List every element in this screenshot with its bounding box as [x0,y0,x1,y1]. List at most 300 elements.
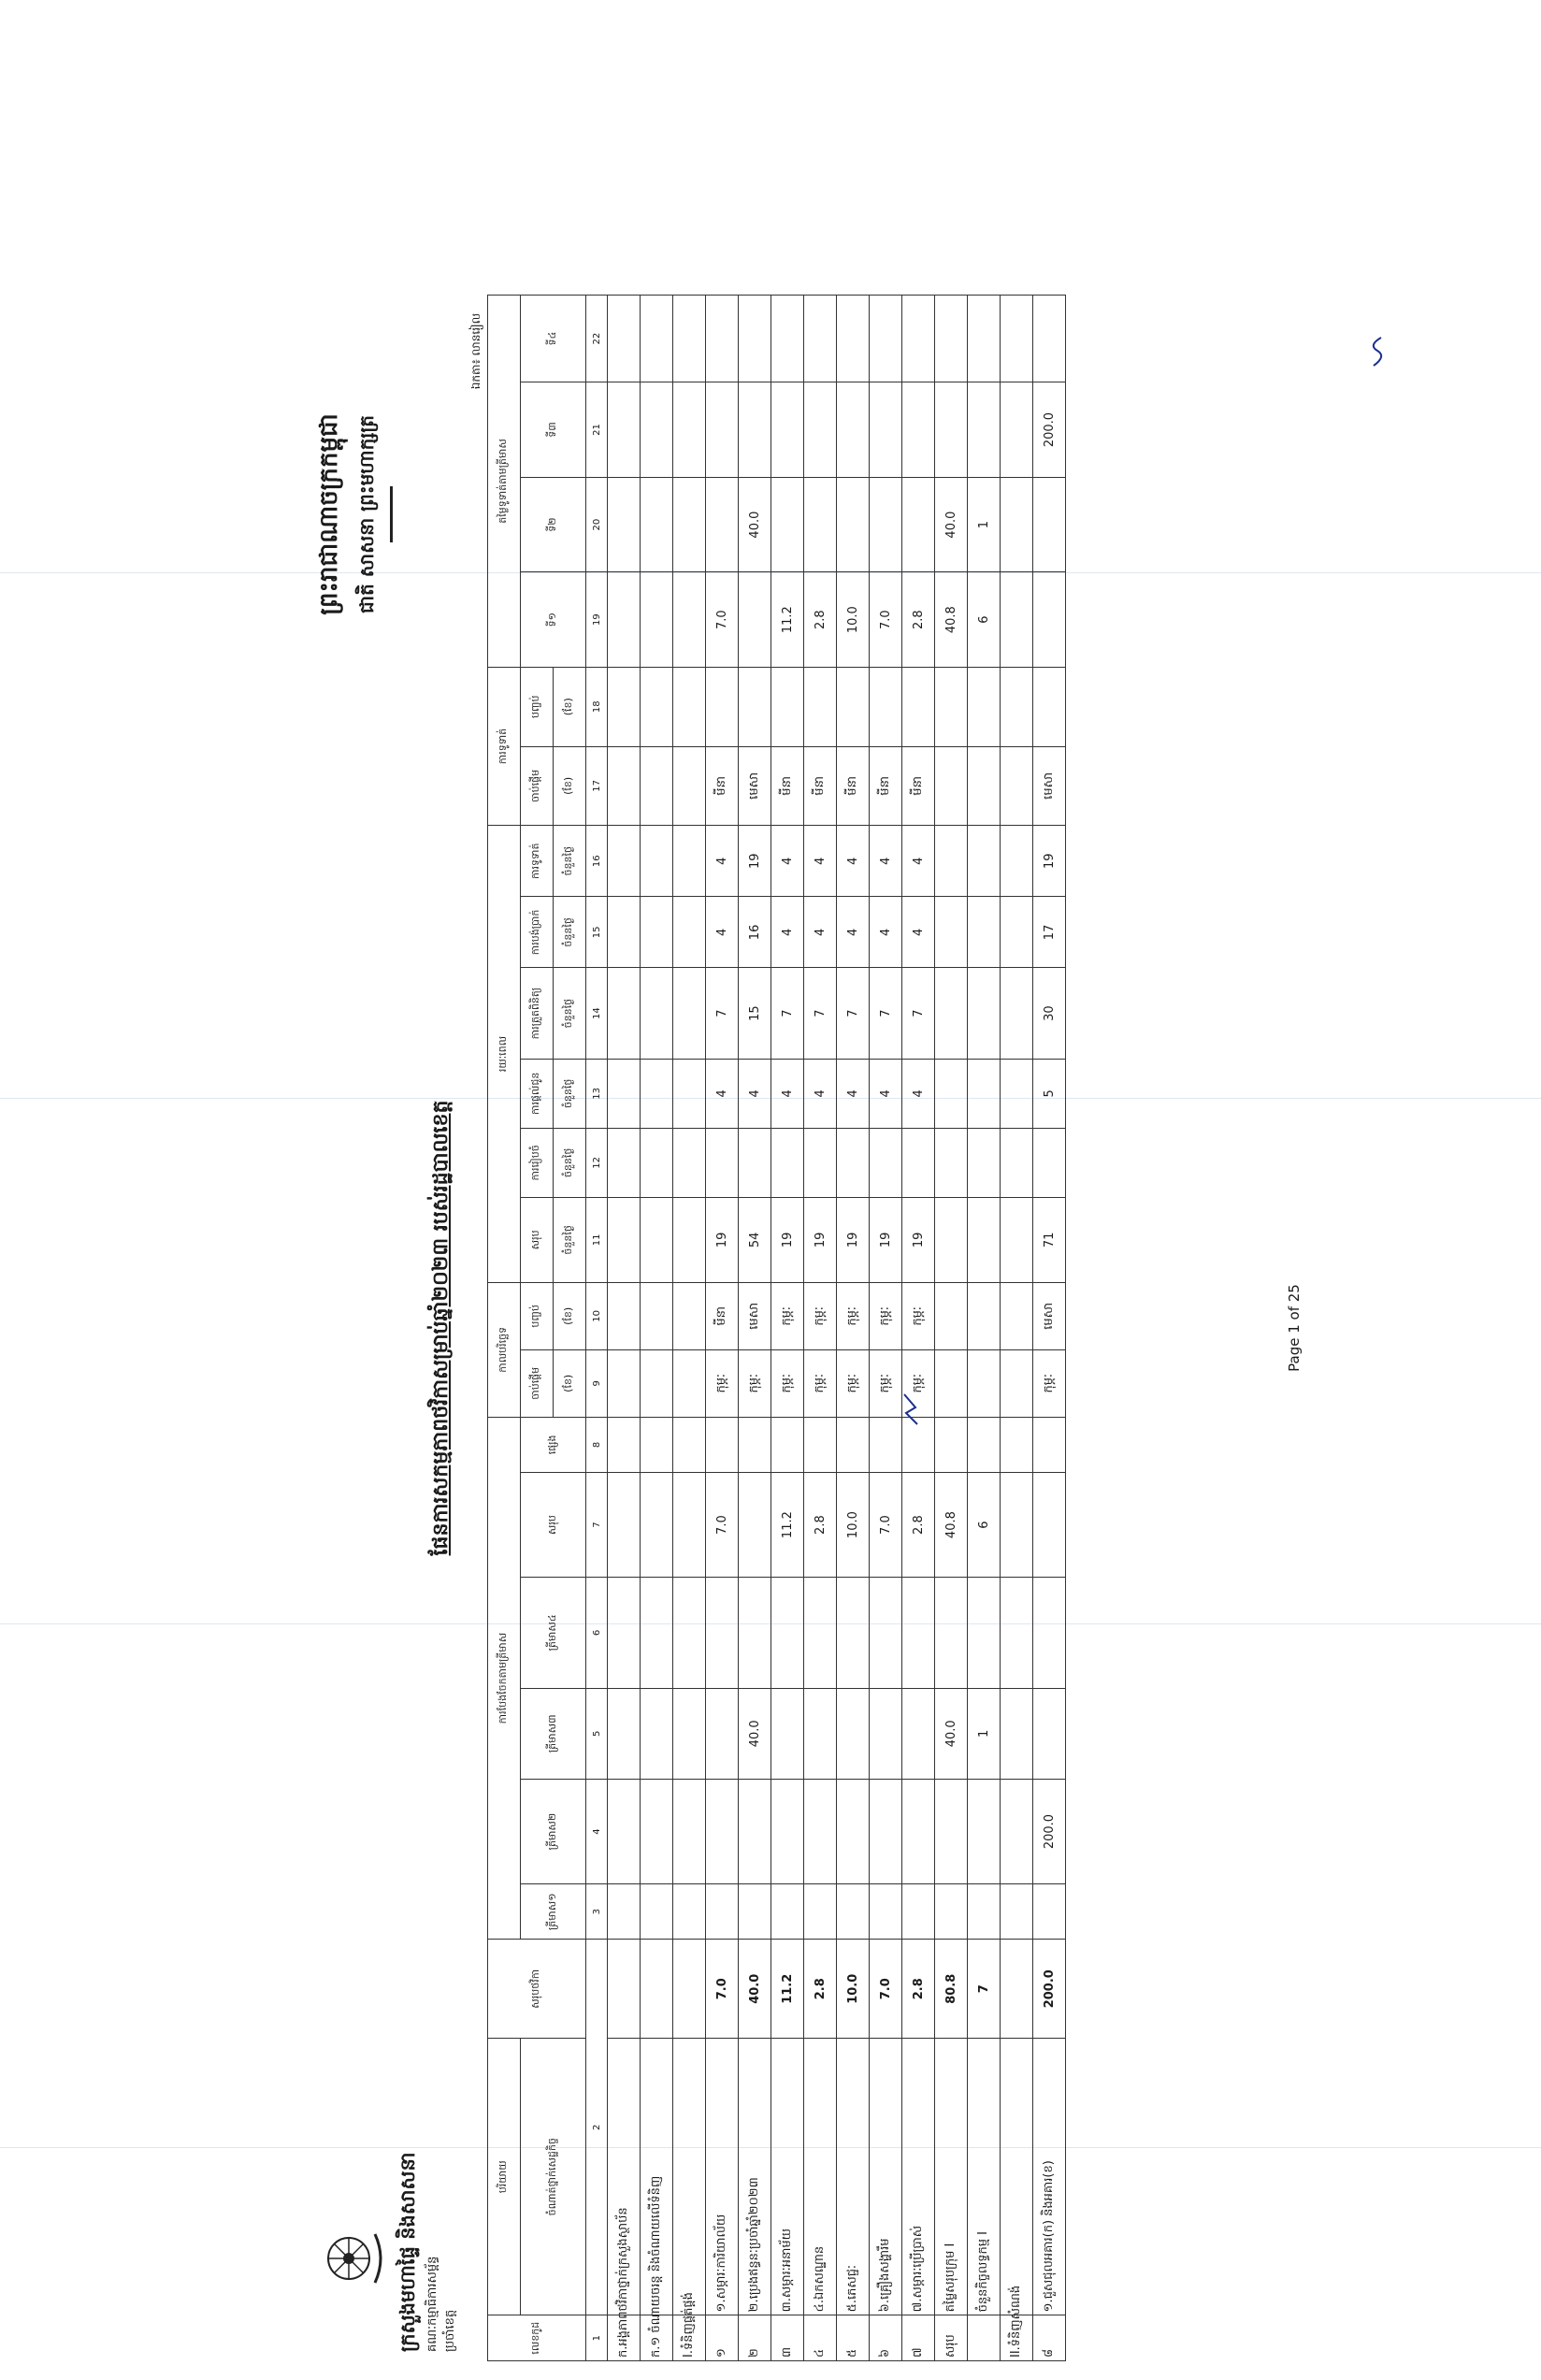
row-q6 [608,1417,641,1472]
row-total: 10.0 [837,1940,870,2039]
row-dur-c: 7 [804,968,837,1059]
row-end: មីនា [706,1282,739,1349]
row-p1: 7.0 [706,572,739,668]
row-dur-total: 71 [1033,1197,1066,1282]
row-description: ៥.ភេសជ្ជៈ [837,2039,870,2315]
col-p2: ទី២ [521,477,586,572]
row-pay-end [968,667,1001,746]
table-row [641,296,673,2361]
column-index: 10 [586,1282,608,1349]
row-q6 [968,1417,1001,1472]
row-dur-a [870,1128,902,1197]
col-q5: សរុប [521,1473,586,1578]
row-p3 [673,382,706,478]
row-dur-e [935,826,968,897]
row-dur-b [608,1059,641,1128]
column-index: 3 [586,1884,608,1940]
row-pay-start: មីនា [706,746,739,826]
row-p1: 40.8 [935,572,968,668]
row-dur-a [706,1128,739,1197]
row-q5 [673,1473,706,1578]
row-q2 [673,1779,706,1883]
row-p3 [935,382,968,478]
row-q6 [1033,1417,1066,1472]
divider [390,486,393,542]
row-pay-start: មេសា [739,746,771,826]
row-p1 [673,572,706,668]
row-p4 [1033,296,1066,382]
row-dur-b: 4 [837,1059,870,1128]
unit-month: (ខែ) [554,746,586,826]
row-end: កុម្ភៈ [771,1282,804,1349]
row-dur-total: 19 [771,1197,804,1282]
unit-month: (ខែ) [554,1282,586,1349]
row-end: កុម្ភៈ [902,1282,935,1349]
row-dur-d: 4 [837,897,870,968]
row-dur-d [673,897,706,968]
row-start: កុម្ភៈ [739,1349,771,1417]
row-code: ៥ [837,2315,870,2361]
row-pay-end [771,667,804,746]
row-p2 [641,477,673,572]
row-end: មេសា [739,1282,771,1349]
row-description: ៣.សម្ភារៈអនាម័យ [771,2039,804,2315]
row-q6 [739,1417,771,1472]
row-dur-d [968,897,1001,968]
row-q1 [608,1884,641,1940]
header-row-2 [521,296,554,2361]
row-q1 [837,1884,870,1940]
row-q4 [641,1578,673,1688]
row-q3 [608,1688,641,1779]
table-row [739,296,771,2361]
row-q4 [673,1578,706,1688]
row-p1: 10.0 [837,572,870,668]
row-total: 7 [968,1940,1001,2039]
row-dur-d: 4 [706,897,739,968]
row-q3: 40.0 [739,1688,771,1779]
row-q1 [771,1884,804,1940]
row-pay-end [804,667,837,746]
row-q5 [1033,1473,1066,1578]
row-q2 [739,1779,771,1883]
row-q5: 10.0 [837,1473,870,1578]
row-dur-d: 16 [739,897,771,968]
row-q3 [641,1688,673,1779]
row-dur-a [641,1128,673,1197]
row-dur-c [1001,968,1033,1059]
col-pay-end: បញ្ចប់ [521,667,554,746]
row-p2: 1 [968,477,1001,572]
row-p4 [673,296,706,382]
row-dur-e: 4 [902,826,935,897]
row-p2 [902,477,935,572]
handwritten-mark-icon [902,1392,921,1426]
unit-month: (ខែ) [554,667,586,746]
row-q4 [935,1578,968,1688]
row-code: ២ [739,2315,771,2361]
row-dur-a [608,1128,641,1197]
row-q3: 40.0 [935,1688,968,1779]
row-pay-start: មីនា [771,746,804,826]
row-dur-e: 4 [870,826,902,897]
row-q4 [902,1578,935,1688]
row-pay-end [739,667,771,746]
row-q1 [804,1884,837,1940]
row-q3 [1033,1688,1066,1779]
row-pay-start [935,746,968,826]
row-q1 [935,1884,968,1940]
row-pay-start: មីនា [902,746,935,826]
column-index: 1 [586,2315,608,2361]
row-dur-a [902,1128,935,1197]
row-description [673,2039,706,2315]
row-description: ៦.គ្រឿងសង្ហារឹម [870,2039,902,2315]
row-pay-end [837,667,870,746]
row-dur-d [935,897,968,968]
row-dur-total: 19 [870,1197,902,1282]
row-dur-c [968,968,1001,1059]
row-start: កុម្ភៈ [902,1349,935,1417]
row-p3 [739,382,771,478]
row-q5: 7.0 [706,1473,739,1578]
col-start: ចាប់ផ្តើម [521,1349,554,1417]
row-end [1001,1282,1033,1349]
col-pay-start: ចាប់ផ្តើម [521,746,554,826]
row-q4 [1001,1578,1033,1688]
row-dur-b [935,1059,968,1128]
row-pay-start [641,746,673,826]
row-p4 [641,296,673,382]
row-pay-end [706,667,739,746]
row-dur-b: 4 [804,1059,837,1128]
row-q1 [1033,1884,1066,1940]
row-dur-d: 17 [1033,897,1066,968]
unit-note: ឯកតា៖ លានរៀល [469,313,482,390]
row-description: ៧.សម្ភារៈប្រើប្រាស់ [902,2039,935,2315]
row-q2 [1001,1779,1033,1883]
unit-day: ចំនួនថ្ងៃ [554,968,586,1059]
col-description: បរិយាយ [488,2039,521,2315]
row-q5 [1001,1473,1033,1578]
row-q1 [902,1884,935,1940]
table-row [902,296,935,2361]
column-index: 6 [586,1578,608,1688]
row-dur-total [608,1197,641,1282]
table-row [1033,296,1066,2361]
row-dur-d [641,897,673,968]
row-q2 [902,1779,935,1883]
row-start [935,1349,968,1417]
row-code: ៧ [902,2315,935,2361]
row-start [673,1349,706,1417]
row-dur-e [968,826,1001,897]
col-duration-group: រយៈពេល [488,826,521,1283]
row-dur-b: 5 [1033,1059,1066,1128]
column-index: 18 [586,667,608,746]
col-dur-c: ការត្រួតពិនិត្យ [521,968,554,1059]
column-index: 11 [586,1197,608,1282]
row-p3 [608,382,641,478]
row-p3 [641,382,673,478]
col-q1: ត្រីមាស១ [521,1884,586,1940]
table-row [673,296,706,2361]
row-description: ១.ជួសជុលអគារ(ក) និងអគារ(ខ) [1033,2039,1066,2315]
row-dur-e [608,826,641,897]
row-start [968,1349,1001,1417]
kingdom-name: ព្រះរាជាណាចក្រកម្ពុជា [315,413,343,615]
row-q2 [837,1779,870,1883]
row-q2 [608,1779,641,1883]
row-q1 [1001,1884,1033,1940]
row-total: 80.8 [935,1940,968,2039]
row-q2 [935,1779,968,1883]
row-start: កុម្ភៈ [870,1349,902,1417]
row-q4 [837,1578,870,1688]
row-p2 [706,477,739,572]
row-p4 [902,296,935,382]
unit-day: ចំនួនថ្ងៃ [554,1128,586,1197]
row-pay-start [1001,746,1033,826]
row-total: 200.0 [1033,1940,1066,2039]
row-q5: 2.8 [902,1473,935,1578]
row-p3 [902,382,935,478]
row-dur-c: 15 [739,968,771,1059]
column-index: 13 [586,1059,608,1128]
row-pay-end [902,667,935,746]
page-number: Page 1 of 25 [1286,1284,1303,1372]
column-index: 17 [586,746,608,826]
row-dur-d: 4 [902,897,935,968]
row-dur-a [837,1128,870,1197]
col-end: បញ្ចប់ [521,1282,554,1349]
column-index: 20 [586,477,608,572]
row-end [968,1282,1001,1349]
row-dur-total [673,1197,706,1282]
row-dur-c: 7 [771,968,804,1059]
row-dur-total: 19 [706,1197,739,1282]
row-dur-b: 4 [739,1059,771,1128]
office-name: ប្រចាំខេត្ត [443,2309,457,2352]
col-q3: ត្រីមាស៣ [521,1688,586,1779]
row-pay-start: មេសា [1033,746,1066,826]
budget-table-body [586,296,1066,2361]
row-dur-c [673,968,706,1059]
row-q4 [870,1578,902,1688]
row-total [608,1940,641,2039]
table-row [837,296,870,2361]
row-dur-d: 4 [804,897,837,968]
row-pay-start [608,746,641,826]
column-index-row [586,296,608,2361]
row-p4 [1001,296,1033,382]
row-pay-start: មីនា [870,746,902,826]
col-sub-description: ចំណាត់ថ្នាក់សេដ្ឋកិច្ច [521,2039,586,2315]
row-total [641,1940,673,2039]
row-q3 [771,1688,804,1779]
row-pay-start: មីនា [837,746,870,826]
unit-day: ចំនួនថ្ងៃ [554,897,586,968]
row-q1 [968,1884,1001,1940]
row-description: ១.សម្ភារៈការិយាល័យ [706,2039,739,2315]
row-end [673,1282,706,1349]
column-index: 19 [586,572,608,668]
row-dur-a [739,1128,771,1197]
column-index: 16 [586,826,608,897]
row-code [968,2315,1001,2361]
row-q6 [771,1417,804,1472]
row-dur-b [641,1059,673,1128]
row-dur-total [968,1197,1001,1282]
row-dur-d: 4 [870,897,902,968]
col-dur-a: ការរៀបចំ [521,1128,554,1197]
col-dur-e: ការទូទាត់ [521,826,554,897]
row-q2 [804,1779,837,1883]
row-p2 [608,477,641,572]
row-end: កុម្ភៈ [870,1282,902,1349]
row-q5: 6 [968,1473,1001,1578]
col-dur-d: ការបង់ប្រាក់ [521,897,554,968]
row-q4 [1033,1578,1066,1688]
row-dur-e [1001,826,1033,897]
row-p1: 7.0 [870,572,902,668]
row-q6 [804,1417,837,1472]
row-p4 [706,296,739,382]
row-dur-b: 4 [706,1059,739,1128]
col-dur-total: សរុប [521,1197,554,1282]
row-p1: 6 [968,572,1001,668]
row-pay-end [1033,667,1066,746]
row-description: តម្លៃសរុបក្រុម I [935,2039,968,2315]
row-q1 [739,1884,771,1940]
row-q6 [837,1417,870,1472]
row-p2 [870,477,902,572]
row-p3 [1001,382,1033,478]
row-dur-total: 19 [837,1197,870,1282]
row-start: កុម្ភៈ [771,1349,804,1417]
row-dur-d [1001,897,1033,968]
row-code: II.ទំនិញសំណង់ [1001,2315,1033,2361]
row-dur-b [968,1059,1001,1128]
row-q5: 40.8 [935,1473,968,1578]
row-q4 [706,1578,739,1688]
row-dur-e: 19 [1033,826,1066,897]
row-end: កុម្ភៈ [804,1282,837,1349]
row-p1: 2.8 [902,572,935,668]
row-dur-c: 30 [1033,968,1066,1059]
row-total: 2.8 [902,1940,935,2039]
row-q4 [804,1578,837,1688]
row-start: កុម្ភៈ [837,1349,870,1417]
col-p4: ទី៤ [521,296,586,382]
row-end: មេសា [1033,1282,1066,1349]
col-total: សរុបថវិកា [488,1940,586,2039]
col-payment-group: ការទូទាត់ [488,667,521,825]
row-end: កុម្ភៈ [837,1282,870,1349]
row-dur-a [804,1128,837,1197]
table-row [1001,296,1033,2361]
row-start [1001,1349,1033,1417]
row-p1 [608,572,641,668]
budget-table [487,295,1066,2361]
row-p1 [1001,572,1033,668]
row-p2 [1001,477,1033,572]
row-dur-e [673,826,706,897]
row-code: សរុប [935,2315,968,2361]
row-start [641,1349,673,1417]
row-p2: 40.0 [739,477,771,572]
row-p3: 200.0 [1033,382,1066,478]
table-row [870,296,902,2361]
document-title: ផែនការសកម្មភាពថវិកាសម្រាប់ឆ្នាំ២០២៣ របស់រដ្ឋបាលខេត្ត [429,1100,453,1556]
row-pay-start: មីនា [804,746,837,826]
row-dur-a [968,1128,1001,1197]
row-total [673,1940,706,2039]
column-index: 14 [586,968,608,1059]
row-dur-total [641,1197,673,1282]
row-p4 [837,296,870,382]
row-dur-total: 19 [902,1197,935,1282]
col-q2: ត្រីមាស២ [521,1779,586,1883]
row-q5 [608,1473,641,1578]
row-q3 [902,1688,935,1779]
row-description [1001,2039,1033,2315]
row-dur-e: 4 [771,826,804,897]
row-q3 [1001,1688,1033,1779]
row-p4 [608,296,641,382]
table-row [804,296,837,2361]
ministry-name: ក្រសួងមហាផ្ទៃ និងសាសនា [396,2152,419,2352]
row-q2 [706,1779,739,1883]
row-p2 [804,477,837,572]
row-q6 [641,1417,673,1472]
table-row [935,296,968,2361]
row-p1 [641,572,673,668]
row-start: កុម្ភៈ [804,1349,837,1417]
row-q2 [870,1779,902,1883]
row-description: ២.ប្រេងឥន្ធនៈប្រចាំឆ្នាំ២០២៣ [739,2039,771,2315]
row-pay-start [968,746,1001,826]
row-p4 [870,296,902,382]
row-total [1001,1940,1033,2039]
row-p4 [935,296,968,382]
row-p2 [837,477,870,572]
row-dur-c: 7 [902,968,935,1059]
row-q1 [706,1884,739,1940]
row-p2: 40.0 [935,477,968,572]
row-q5 [739,1473,771,1578]
row-q6 [706,1417,739,1472]
row-p4 [771,296,804,382]
row-dur-b: 4 [870,1059,902,1128]
row-p1: 11.2 [771,572,804,668]
unit-day: ចំនួនថ្ងៃ [554,1197,586,1282]
row-pay-end [608,667,641,746]
col-p1: ទី១ [521,572,586,668]
row-q1 [673,1884,706,1940]
unit-month: (ខែ) [554,1349,586,1417]
national-motto: ជាតិ សាសនា ព្រះមហាក្សត្រ [355,415,378,613]
row-dur-e: 4 [837,826,870,897]
row-q3 [837,1688,870,1779]
row-dur-b [1001,1059,1033,1128]
row-q1 [641,1884,673,1940]
row-q5 [641,1473,673,1578]
row-q2 [771,1779,804,1883]
col-q6: ផ្សេង [521,1417,586,1472]
column-index: 4 [586,1779,608,1883]
column-index: 2 [586,1940,608,2315]
